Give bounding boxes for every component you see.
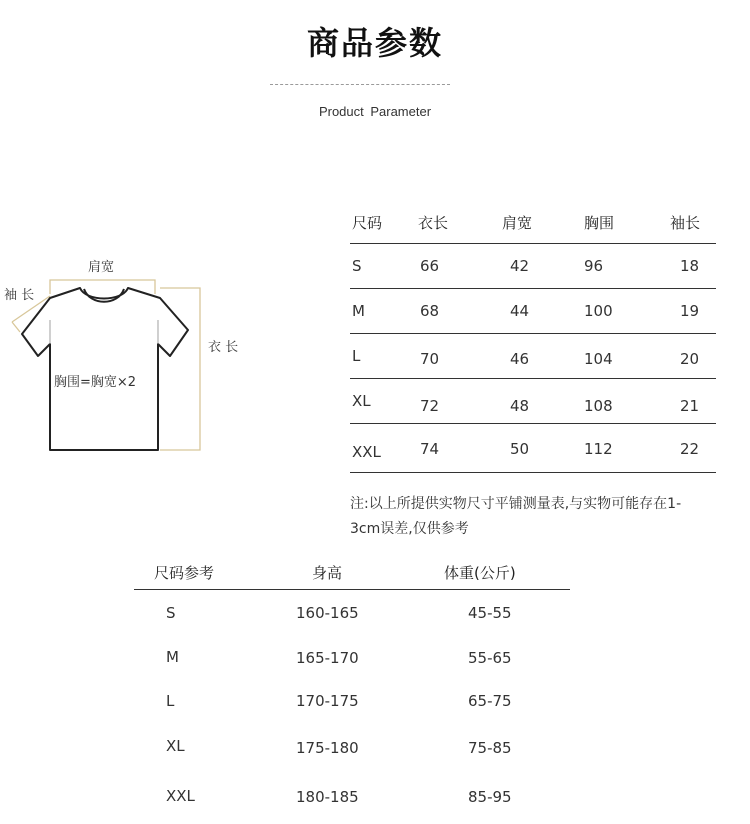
- size-table-cell: 112: [584, 440, 613, 458]
- shoulder-label: 肩宽: [88, 260, 115, 275]
- size-table-cell: 50: [510, 440, 530, 458]
- measurement-note: 注:以上所提供实物尺寸平铺测量表,与实物可能存在1-3cm误差,仅供参考: [350, 496, 682, 537]
- size-table-cell: 46: [510, 350, 530, 368]
- fit-table-cell: S: [166, 604, 176, 622]
- title-divider: [270, 84, 450, 85]
- size-table-header-size: 尺码: [352, 214, 383, 232]
- fit-table-cell: XXL: [166, 787, 195, 805]
- length-label: 衣 长: [208, 340, 239, 355]
- size-table-cell: 22: [680, 440, 700, 458]
- fit-table-cell: 55-65: [468, 649, 512, 667]
- size-table-cell: XXL: [352, 443, 381, 461]
- size-table-cell: 72: [420, 397, 440, 415]
- size-table-cell: 21: [680, 397, 700, 415]
- size-table-cell: S: [352, 257, 362, 275]
- fit-table-header-height: 身高: [312, 564, 343, 582]
- fit-table-cell: 65-75: [468, 692, 512, 710]
- size-table-row-rule: [350, 288, 716, 289]
- size-table-cell: 96: [584, 257, 604, 275]
- fit-table-cell: 165-170: [296, 649, 359, 667]
- sleeve-label: 袖 长: [4, 288, 35, 303]
- page-subtitle: Product Parameter: [318, 104, 432, 119]
- size-table-row-rule: [350, 333, 716, 334]
- size-table-bottom-rule: [350, 472, 716, 473]
- size-table-cell: 104: [584, 350, 613, 368]
- tshirt-diagram: [0, 240, 260, 470]
- page-title: 商品参数: [306, 24, 443, 62]
- size-table-cell: 66: [420, 257, 440, 275]
- fit-table-cell: 180-185: [296, 788, 359, 806]
- fit-table-header-rule: [134, 589, 570, 590]
- tshirt-icon: [0, 240, 260, 470]
- size-table-cell: 48: [510, 397, 530, 415]
- size-table-cell: 100: [584, 302, 613, 320]
- size-table-header-sleeve: 袖长: [670, 214, 701, 232]
- size-table-header-shoulder: 肩宽: [502, 214, 533, 232]
- size-table-cell: XL: [352, 392, 371, 410]
- fit-table-cell: 170-175: [296, 692, 359, 710]
- fit-table-cell: M: [166, 648, 179, 666]
- size-table-row-rule: [350, 423, 716, 424]
- size-table-cell: 70: [420, 350, 440, 368]
- size-table-cell: 20: [680, 350, 700, 368]
- size-table-cell: 74: [420, 440, 440, 458]
- fit-table-header-weight: 体重(公斤): [444, 564, 516, 582]
- fit-table-cell: 160-165: [296, 604, 359, 622]
- fit-table-cell: L: [166, 692, 175, 710]
- size-table-cell: 68: [420, 302, 440, 320]
- size-table-header-length: 衣长: [418, 214, 449, 232]
- size-table-cell: 42: [510, 257, 530, 275]
- size-table-header-rule: [350, 243, 716, 244]
- size-table-cell: L: [352, 347, 361, 365]
- size-table-cell: 18: [680, 257, 700, 275]
- fit-table-header-size: 尺码参考: [154, 564, 215, 582]
- size-table-cell: 108: [584, 397, 613, 415]
- size-table-row-rule: [350, 378, 716, 379]
- fit-table-cell: XL: [166, 737, 185, 755]
- chest-label: 胸围=胸宽×2: [54, 375, 137, 390]
- fit-table-cell: 75-85: [468, 739, 512, 757]
- size-table-cell: M: [352, 302, 365, 320]
- size-table-cell: 44: [510, 302, 530, 320]
- size-table-header-chest: 胸围: [584, 214, 615, 232]
- fit-table-cell: 45-55: [468, 604, 512, 622]
- fit-table-cell: 85-95: [468, 788, 512, 806]
- size-table-cell: 19: [680, 302, 700, 320]
- fit-table-cell: 175-180: [296, 739, 359, 757]
